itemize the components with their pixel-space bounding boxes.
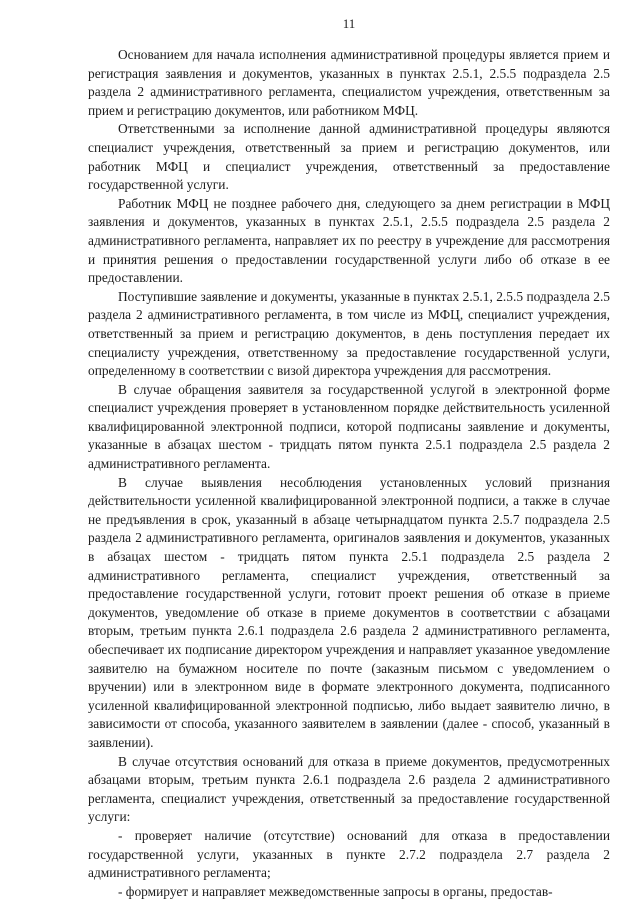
paragraph-responsible: Ответственными за исполнение данной административной процедуры являются специалист учреждения, ответственный за прием и регистрацию документов, или работник МФЦ и специалист учреждения, ответственный за предоставление государственной услуги. <box>88 121 610 193</box>
paragraph-received-documents: Поступившие заявление и документы, указанные в пунктах 2.5.1, 2.5.5 подраздела 2.5 раздела 2 административного регламента, в том числе из МФЦ, специалист учреждения, ответственный за прием и регистрацию документов, в день поступления передает их специалисту учреждения, ответственному за предоставление государственной услуги, определенному в соответствии с визой директора учреждения для рассмотрения. <box>88 288 610 379</box>
list-item-interagency-requests: - формирует и направляет межведомственные запросы в органы, предостав- <box>118 883 553 899</box>
paragraph-no-refusal-grounds: В случае отсутствия оснований для отказа в приеме документов, предусмотренных абзацами вторым, третьим пункта 2.6.1 подраздела 2.6 раздела 2 административного регламента, специалист учреждения, ответственный за предоставление государственной услуги: <box>88 753 610 825</box>
paragraph-signature-violation: В случае выявления несоблюдения установленных условий признания действительности усиленной квалифицированной электронной подписи, а также в случае не предъявления в срок, указанный в абзаце четырнадцатом пункта 2.5.7 подраздела 2.5 раздела 2 административного регламента, оригиналов заявления и документов, указанных в абзацах шестом - тридцать пятом пункта 2.5.1 подраздела 2.5 раздела 2 административного регламента, специалист учреждения, ответственный за предоставление государственной услуги, готовит проект решения об отказе в приеме документов, уведомление об отказе в приеме документов в соответствии с абзацами вторым, третьим пункта 2.6.1 подраздела 2.6 раздела 2 административного регламента, обеспечивает их подписание директором учреждения и направляет указанное уведомление заявителю на бумажном носителе по почте (заказным письмом с уведомлением о вручении) или в электронном виде в формате электронного документа, подписанного усиленной квалифицированной электронной подписью, либо выдает заявителю лично, в зависимости от способа, указанного заявителем в заявлении (далее - способ, указанный в заявлении). <box>88 474 610 750</box>
paragraph-electronic-form: В случае обращения заявителя за государственной услугой в электронной форме специалист учреждения проверяет в установленном порядке действительность усиленной квалифицированной электронной подписи, которой подписаны заявление и документы, указанные в абзацах шестом - тридцать пятом пункта 2.5.1 подраздела 2.5 раздела 2 административного регламента. <box>88 381 610 472</box>
page-number: 11 <box>342 16 356 31</box>
paragraph-mfc-worker: Работник МФЦ не позднее рабочего дня, следующего за днем регистрации в МФЦ заявления и документов, указанных в пунктах 2.5.1, 2.5.5 подраздела 2.5 раздела 2 административного регламента, направляет их по реестру в учреждение для рассмотрения и принятия решения о предоставлении государственной услуги либо об отказе в ее предоставлении. <box>88 195 610 286</box>
paragraph-basis: Основанием для начала исполнения административной процедуры является прием и регистрация заявления и документов, указанных в пунктах 2.5.1, 2.5.5 подраздела 2.5 раздела 2 административного регламента, специалистом учреждения, ответственным за прием и регистрацию документов, или работником МФЦ. <box>88 47 610 118</box>
list-item-check-grounds: - проверяет наличие (отсутствие) оснований для отказа в предоставлении государственной услуги, указанных в пункте 2.7.2 подраздела 2.7 раздела 2 административного регламента; <box>88 827 610 881</box>
